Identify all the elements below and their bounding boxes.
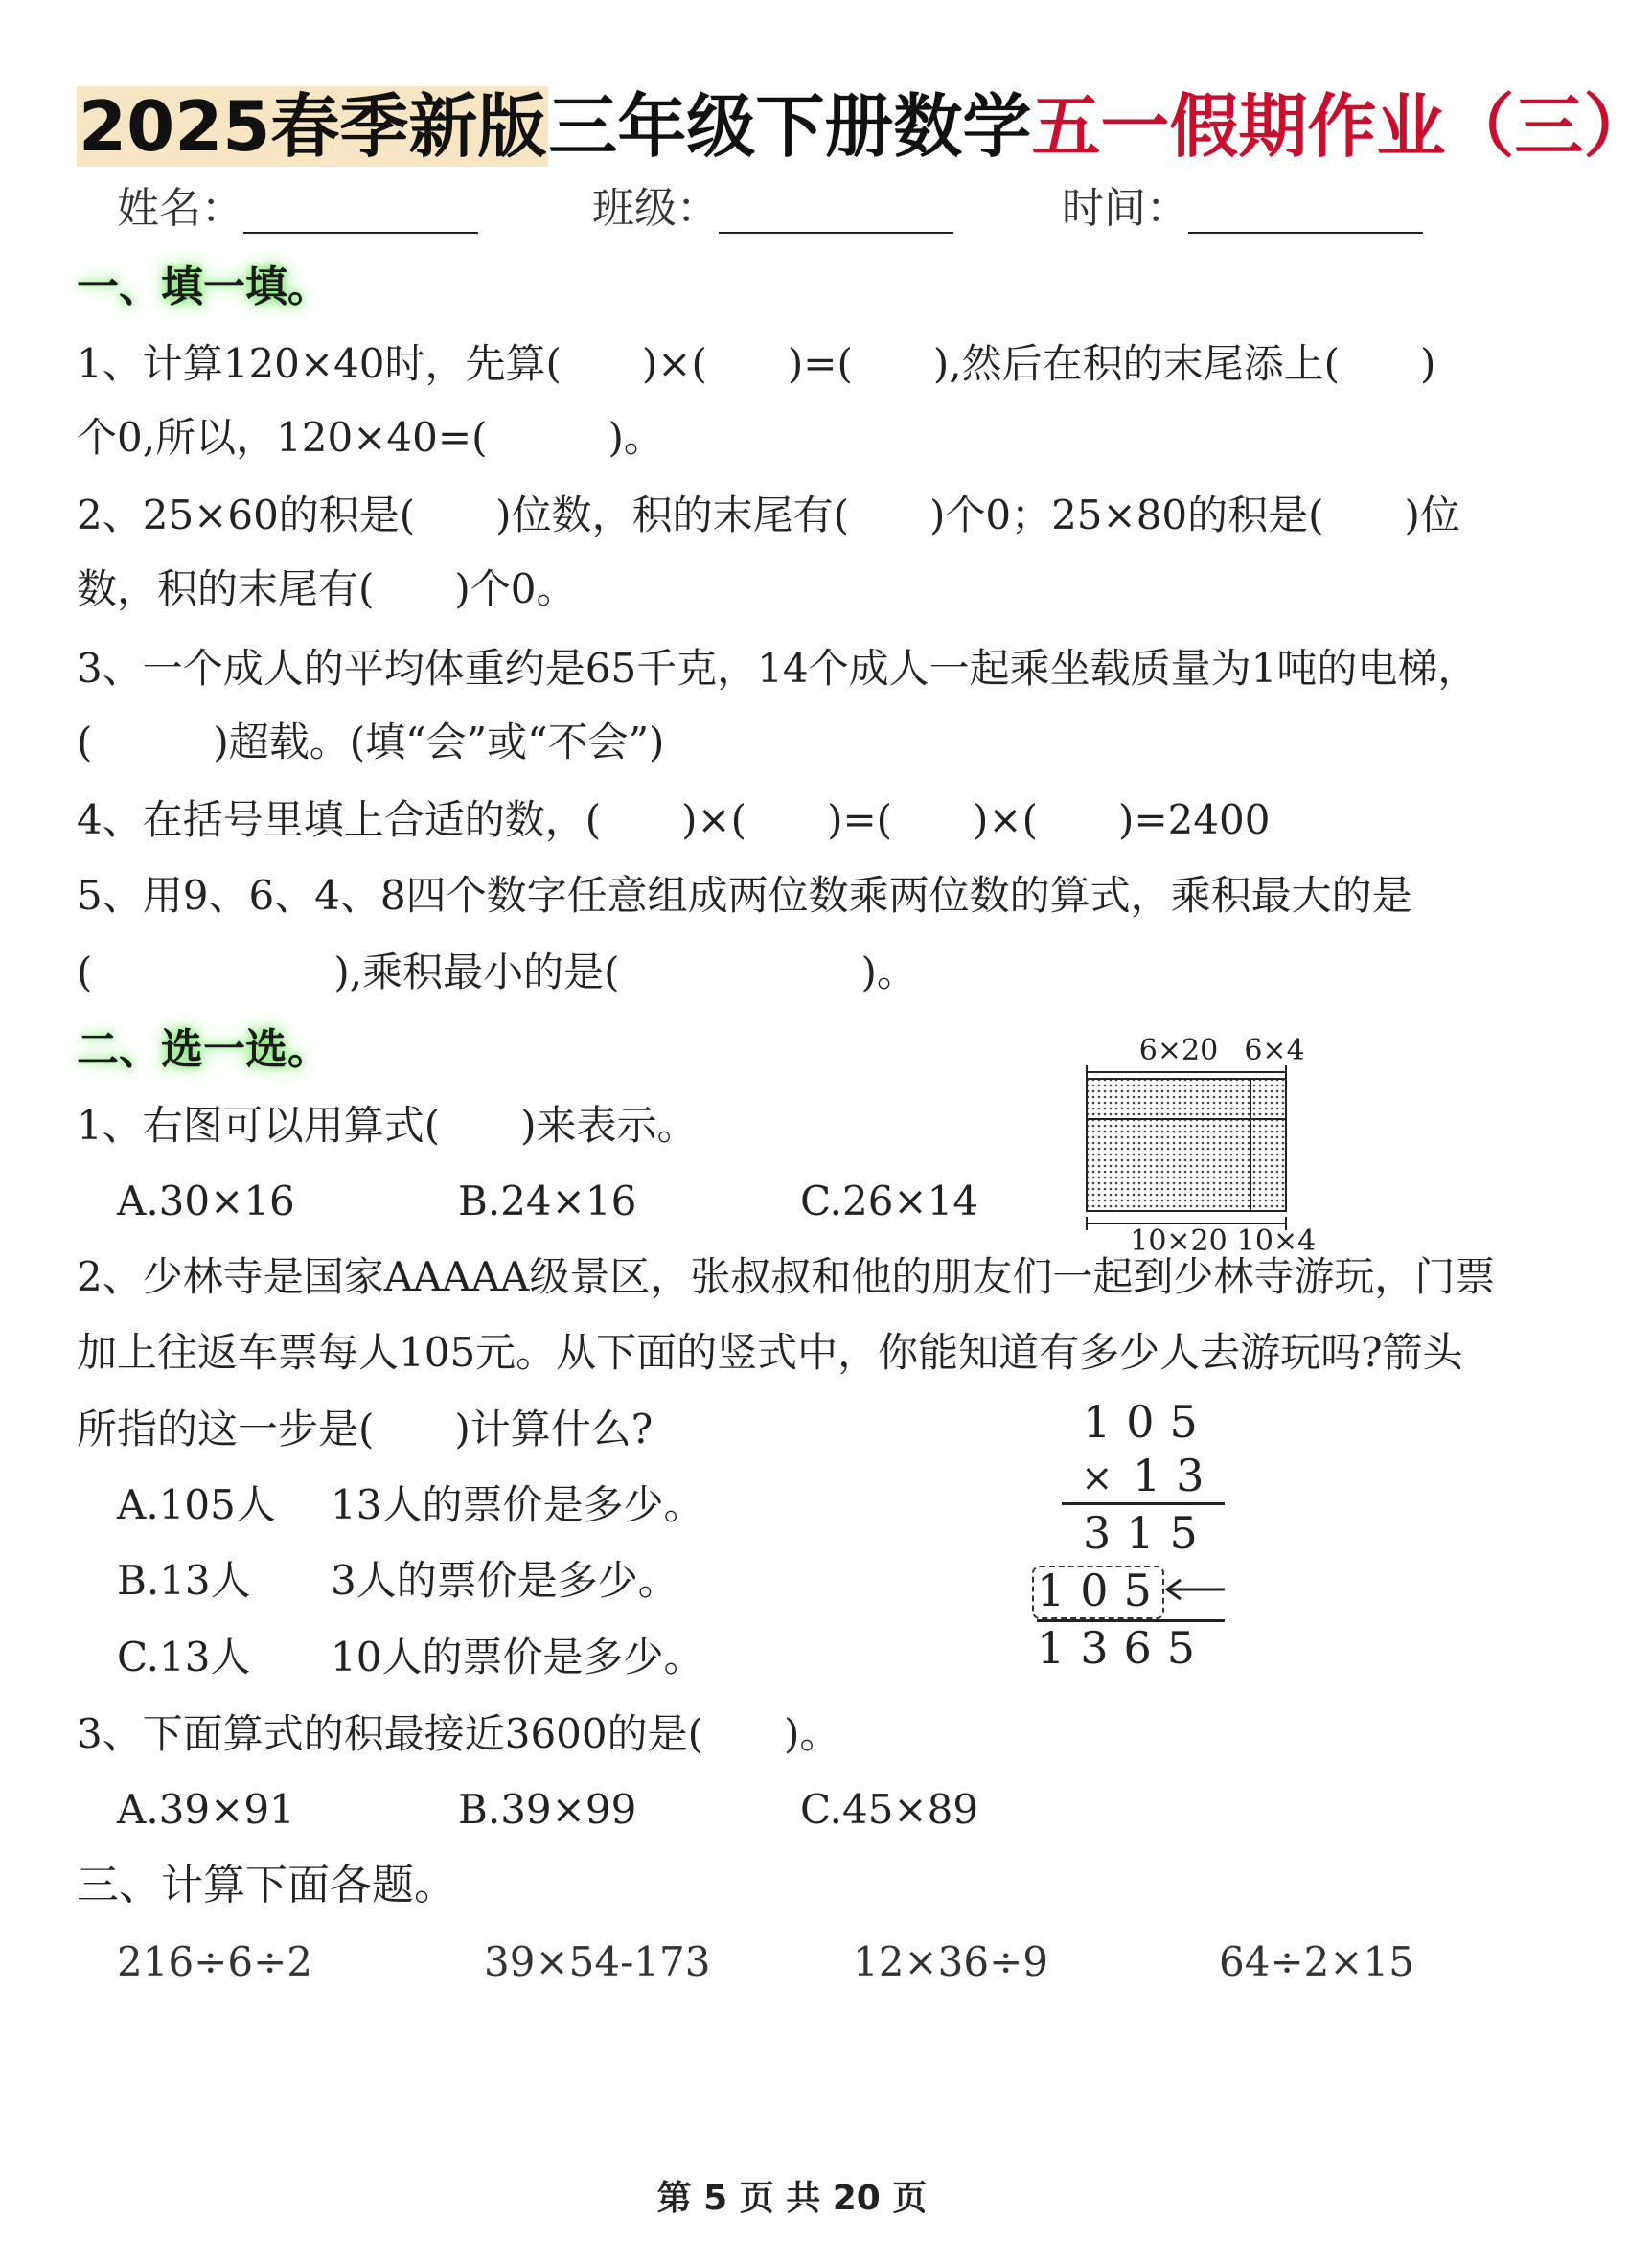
figure-label-bottom-right: 10×4 [1236, 1224, 1317, 1258]
section1-title: 一、填一填。 [77, 263, 330, 311]
title-part-year: 2025春季新版 [79, 86, 547, 167]
title-part-grade: 三年级下册数学 [548, 86, 1032, 167]
s2-q1-text: 1、右图可以用算式( )来表示。 [77, 1102, 698, 1149]
s1-line-5: 3、一个成人的平均体重约是65千克，14个成人一起乘坐载质量为1吨的电梯， [77, 645, 1479, 692]
s3-item-3: 12×36÷9 [853, 1938, 1048, 1985]
s2-q3-option-b: B.39×99 [458, 1786, 637, 1833]
class-label: 班级： [592, 184, 719, 233]
title-part-homework: 五一假期作业（三） [1031, 86, 1652, 167]
s2-q2-option-a-desc: 13人的票价是多少。 [331, 1481, 704, 1528]
vcalc-product: 1365 [1037, 1622, 1211, 1674]
vcalc-partial-2: 105 [1037, 1565, 1167, 1616]
s2-q2-line-1: 2、少林寺是国家AAAAA级景区，张叔叔和他的朋友们一起到少林寺游玩，门票 [77, 1253, 1496, 1300]
s2-q2-line-2: 加上往返车票每人105元。从下面的竖式中，你能知道有多少人去游玩吗?箭头 [77, 1329, 1463, 1376]
vcalc-rule-1 [1062, 1502, 1225, 1505]
s1-line-8: 5、用9、6、4、8四个数字任意组成两位数乘两位数的算式，乘积最大的是 [77, 872, 1412, 919]
s1-line-7: 4、在括号里填上合适的数，( )×( )=( )×( )=2400 [77, 796, 1271, 843]
s1-line-1: 1、计算120×40时，先算( )×( )=( ),然后在积的末尾添上( ) [77, 340, 1436, 387]
time-field [1062, 180, 1423, 238]
s2-q3-option-c: C.45×89 [800, 1786, 979, 1833]
arrow-left-icon [1161, 1575, 1228, 1604]
vcalc-times-sign: × [1081, 1456, 1129, 1500]
time-blank[interactable] [1188, 190, 1423, 234]
s3-item-2: 39×54-173 [484, 1938, 711, 1985]
s2-q3-option-a: A.39×91 [117, 1786, 295, 1833]
name-label: 姓名： [117, 184, 243, 233]
s2-q1-option-a: A.30×16 [117, 1178, 295, 1224]
section3-title: 三、计算下面各题。 [77, 1861, 456, 1909]
vcalc-partial-1: 315 [1083, 1507, 1213, 1559]
s1-line-4: 数，积的末尾有( )个0。 [77, 565, 577, 612]
name-blank[interactable] [243, 190, 478, 234]
s2-q2-option-c-letter: C.13人 [117, 1634, 251, 1681]
s2-q1-option-b: B.24×16 [458, 1178, 637, 1224]
s2-q3-text: 3、下面算式的积最接近3600的是( )。 [77, 1710, 840, 1757]
figure-label-top-right: 6×4 [1244, 1034, 1305, 1067]
s2-q2-line-3: 所指的这一步是( )计算什么? [77, 1406, 654, 1452]
s2-q2-option-b-desc: 3人的票价是多少。 [331, 1557, 678, 1604]
s1-line-3: 2、25×60的积是( )位数，积的末尾有( )个0；25×80的积是( )位 [77, 492, 1460, 538]
s2-q2-option-c-desc: 10人的票价是多少。 [331, 1634, 704, 1681]
s1-line-2: 个0,所以，120×40=( )。 [77, 414, 664, 461]
dot-grid [1087, 1079, 1286, 1211]
s2-q2-option-b-letter: B.13人 [117, 1557, 251, 1604]
vcalc-row-multiplier: 13 [1133, 1450, 1220, 1501]
area-model-figure [1073, 1025, 1322, 1258]
class-blank[interactable] [719, 190, 953, 234]
page-footer: 第 5 页 共 20 页 [656, 2179, 928, 2218]
section2-title: 二、选一选。 [77, 1025, 330, 1074]
s1-line-9: ( ),乘积最小的是( )。 [77, 949, 917, 995]
time-label: 时间： [1062, 184, 1188, 233]
name-field [117, 180, 478, 238]
s2-q1-option-c: C.26×14 [800, 1178, 979, 1224]
s1-line-6: ( )超载。(填“会”或“不会”) [77, 719, 665, 766]
figure-label-bottom-left: 10×20 [1130, 1224, 1228, 1258]
vcalc-row-multiplicand: 105 [1083, 1396, 1213, 1448]
s3-item-1: 216÷6÷2 [117, 1938, 312, 1985]
class-field [592, 180, 953, 238]
page-title [77, 79, 1652, 174]
s2-q2-option-a-letter: A.105人 [117, 1481, 276, 1528]
figure-label-top-left: 6×20 [1138, 1034, 1219, 1067]
s3-item-4: 64÷2×15 [1219, 1938, 1414, 1985]
